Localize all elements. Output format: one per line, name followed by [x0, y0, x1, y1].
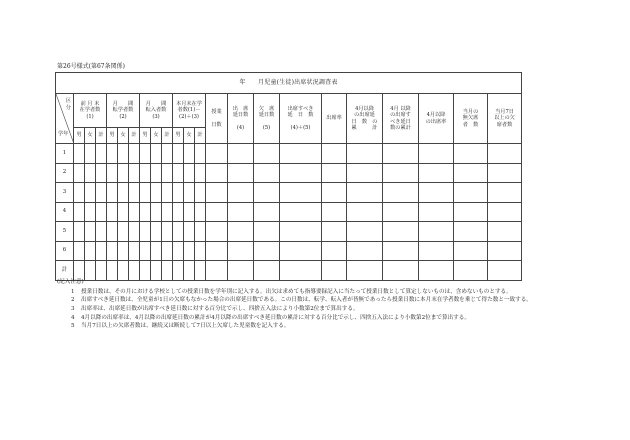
entry-cell[interactable]: [488, 241, 522, 261]
entry-cell[interactable]: [118, 202, 129, 222]
entry-cell[interactable]: [129, 183, 140, 203]
entry-cell[interactable]: [322, 163, 347, 183]
subheader-total: 計: [195, 128, 206, 144]
entry-cell[interactable]: [74, 144, 85, 164]
header-prev-month-enrollment: 前 月 末 在学者数 (1): [74, 94, 107, 128]
header-7day-absence-count: 当月7日 以上の欠 席者数: [488, 94, 522, 144]
entry-cell[interactable]: [96, 241, 107, 261]
note-item: [57, 305, 587, 314]
entry-cell[interactable]: [118, 183, 129, 203]
header-transfer-in: 月 間 転入者数 (3): [140, 94, 173, 128]
entry-cell[interactable]: [129, 241, 140, 261]
entry-cell[interactable]: [107, 144, 118, 164]
table-row: [56, 163, 522, 183]
entry-cell[interactable]: [140, 163, 151, 183]
entry-cell[interactable]: [280, 222, 322, 242]
entry-cell[interactable]: [85, 241, 96, 261]
entry-cell[interactable]: [96, 183, 107, 203]
entry-cell[interactable]: [74, 183, 85, 203]
entry-cell[interactable]: [140, 144, 151, 164]
entry-cell[interactable]: [96, 202, 107, 222]
entry-cell[interactable]: [322, 202, 347, 222]
entry-cell[interactable]: [383, 222, 419, 242]
entry-cell[interactable]: [74, 241, 85, 261]
entry-cell[interactable]: [206, 144, 228, 164]
entry-cell[interactable]: [383, 144, 419, 164]
header-cumulative-rate: 4月以降 の出席率: [419, 94, 454, 144]
kubun-header: [56, 94, 74, 144]
entry-cell[interactable]: [107, 241, 118, 261]
form-title: 年 月児童(生徒)出席状況調査表: [56, 73, 522, 94]
table-row: [56, 144, 522, 164]
entry-cell[interactable]: [151, 241, 162, 261]
entry-cell[interactable]: [173, 241, 184, 261]
entry-cell[interactable]: [96, 163, 107, 183]
entry-cell[interactable]: [74, 222, 85, 242]
entry-cell[interactable]: [184, 163, 195, 183]
entry-cell[interactable]: [118, 163, 129, 183]
notes-heading: (記入注意): [57, 279, 84, 285]
entry-cell[interactable]: [173, 202, 184, 222]
entry-cell[interactable]: [254, 241, 280, 261]
entry-cell[interactable]: [162, 163, 173, 183]
entry-cell[interactable]: [488, 202, 522, 222]
entry-cell[interactable]: [419, 222, 454, 242]
header-attendance-days: 出 席 延日数 (4): [228, 94, 254, 144]
table-row: [56, 241, 522, 261]
entry-cell[interactable]: [184, 183, 195, 203]
note-text: 当月7日以上の欠席者数は、継続又は断続して7日以上欠席した児童数を記入する。: [81, 323, 290, 330]
note-number: 3: [71, 305, 75, 312]
note-text: 出席すべき延日数は、全児童が1日の欠席もなかった場合の出席延日数である。この日数は、転学、転入者が皆無であったら授業日数に本月末在学者数を乗じて得た数と一致する。: [81, 297, 532, 304]
entry-cell[interactable]: [322, 222, 347, 242]
entry-cell[interactable]: [383, 183, 419, 203]
entry-cell[interactable]: [96, 222, 107, 242]
entry-cell[interactable]: [151, 163, 162, 183]
row-label: 5: [56, 222, 74, 242]
entry-cell[interactable]: [454, 163, 488, 183]
subheader-total: 計: [129, 128, 140, 144]
entry-cell[interactable]: [206, 163, 228, 183]
entry-cell[interactable]: [280, 241, 322, 261]
entry-cell[interactable]: [322, 144, 347, 164]
entry-cell[interactable]: [162, 144, 173, 164]
row-label: 2: [56, 163, 74, 183]
entry-cell[interactable]: [254, 183, 280, 203]
entry-cell[interactable]: [254, 144, 280, 164]
entry-cell[interactable]: [347, 144, 383, 164]
entry-cell[interactable]: [206, 222, 228, 242]
subheader-male: 男: [107, 128, 118, 144]
note-text: 4月以降の出席率は、4月以降の出席延日数の累計が4月以降の出席すべき延日数の累計に対する百分比で示し、四捨五入法により小数第2位まで算出する。: [81, 314, 470, 321]
entry-cell[interactable]: [85, 183, 96, 203]
entry-cell[interactable]: [254, 202, 280, 222]
entry-cell[interactable]: [347, 202, 383, 222]
entry-cell[interactable]: [280, 183, 322, 203]
entry-cell[interactable]: [151, 222, 162, 242]
notes-section: [57, 278, 587, 331]
entry-cell[interactable]: [206, 183, 228, 203]
row-label: 3: [56, 183, 74, 203]
entry-cell[interactable]: [454, 144, 488, 164]
entry-cell[interactable]: [151, 183, 162, 203]
entry-cell[interactable]: [280, 163, 322, 183]
subheader-male: 男: [74, 128, 85, 144]
entry-cell[interactable]: [184, 241, 195, 261]
entry-cell[interactable]: [419, 183, 454, 203]
entry-cell[interactable]: [454, 202, 488, 222]
entry-cell[interactable]: [74, 202, 85, 222]
note-item: [57, 322, 587, 331]
entry-cell[interactable]: [488, 163, 522, 183]
subheader-female: 女: [118, 128, 129, 144]
entry-cell[interactable]: [74, 163, 85, 183]
entry-cell[interactable]: [151, 144, 162, 164]
entry-cell[interactable]: [107, 202, 118, 222]
entry-cell[interactable]: [488, 144, 522, 164]
entry-cell[interactable]: [151, 202, 162, 222]
entry-cell[interactable]: [85, 222, 96, 242]
grade-label: 学年: [58, 130, 69, 137]
entry-cell[interactable]: [195, 183, 206, 203]
row-label: 4: [56, 202, 74, 222]
note-text: 出席率は、出席延日数が出席すべき延日数に対する百分比で示し、四捨五入法により小数第2位まで算出する。: [81, 305, 359, 312]
entry-cell[interactable]: [129, 163, 140, 183]
entry-cell[interactable]: [107, 163, 118, 183]
entry-cell[interactable]: [162, 222, 173, 242]
entry-cell[interactable]: [322, 183, 347, 203]
entry-cell[interactable]: [322, 241, 347, 261]
table-row: [56, 183, 522, 203]
entry-cell[interactable]: [228, 241, 254, 261]
entry-cell[interactable]: [195, 241, 206, 261]
entry-cell[interactable]: [195, 144, 206, 164]
entry-cell[interactable]: [85, 163, 96, 183]
note-number: 2: [71, 297, 75, 304]
form-caption: 第26号様式(第67条関係): [57, 63, 125, 70]
entry-cell[interactable]: [254, 222, 280, 242]
entry-cell[interactable]: [85, 202, 96, 222]
header-cumulative-required: 4月 以降 の出席す べき延日 数の累計: [383, 94, 419, 144]
subheader-total: 計: [162, 128, 173, 144]
note-number: 1: [71, 288, 75, 295]
header-no-absence-count: 当月の 無欠席 者 数: [454, 94, 488, 144]
entry-cell[interactable]: [162, 183, 173, 203]
entry-cell[interactable]: [162, 241, 173, 261]
entry-cell[interactable]: [162, 202, 173, 222]
entry-cell[interactable]: [488, 222, 522, 242]
entry-cell[interactable]: [254, 163, 280, 183]
subheader-total: 計: [96, 128, 107, 144]
entry-cell[interactable]: [454, 241, 488, 261]
entry-cell[interactable]: [347, 183, 383, 203]
entry-cell[interactable]: [195, 163, 206, 183]
entry-cell[interactable]: [173, 222, 184, 242]
entry-cell[interactable]: [383, 241, 419, 261]
note-number: 5: [71, 323, 75, 330]
entry-cell[interactable]: [173, 163, 184, 183]
subheader-female: 女: [184, 128, 195, 144]
header-cumulative-attendance: 4月以降 の出席延 日 数 の 累 計: [347, 94, 383, 144]
entry-cell[interactable]: [419, 202, 454, 222]
note-item: [57, 288, 587, 297]
entry-cell[interactable]: [140, 241, 151, 261]
entry-cell[interactable]: [85, 144, 96, 164]
entry-cell[interactable]: [347, 241, 383, 261]
entry-cell[interactable]: [347, 163, 383, 183]
entry-cell[interactable]: [280, 202, 322, 222]
row-label: 1: [56, 144, 74, 164]
subheader-male: 男: [173, 128, 184, 144]
entry-cell[interactable]: [140, 183, 151, 203]
header-required-days: 出席すべき 延 日 数 (4)＋(5): [280, 94, 322, 144]
entry-cell[interactable]: [129, 144, 140, 164]
header-class-days: 授業 日数: [206, 94, 228, 144]
entry-cell[interactable]: [419, 163, 454, 183]
entry-cell[interactable]: [419, 144, 454, 164]
subheader-female: 女: [85, 128, 96, 144]
entry-cell[interactable]: [173, 144, 184, 164]
entry-cell[interactable]: [206, 202, 228, 222]
subheader-female: 女: [151, 128, 162, 144]
table-row: [56, 222, 522, 242]
entry-cell[interactable]: [228, 222, 254, 242]
entry-cell[interactable]: [228, 144, 254, 164]
entry-cell[interactable]: [107, 183, 118, 203]
entry-cell[interactable]: [140, 222, 151, 242]
note-number: 4: [71, 314, 75, 321]
entry-cell[interactable]: [454, 222, 488, 242]
header-month-end-enrollment: 本月末在学 者数(1)－ (2)＋(3): [173, 94, 206, 128]
entry-cell[interactable]: [129, 222, 140, 242]
entry-cell[interactable]: [383, 163, 419, 183]
entry-cell[interactable]: [118, 144, 129, 164]
entry-cell[interactable]: [195, 222, 206, 242]
entry-cell[interactable]: [383, 202, 419, 222]
entry-cell[interactable]: [195, 202, 206, 222]
entry-cell[interactable]: [228, 183, 254, 203]
entry-cell[interactable]: [96, 144, 107, 164]
note-text: 授業日数は、その月における学校としての授業日数を学年別に記入する。出欠は求めても指導要録記入に当たって授業日数として算定しないものは、含めないものとする。: [81, 288, 512, 295]
entry-cell[interactable]: [228, 202, 254, 222]
entry-cell[interactable]: [454, 183, 488, 203]
row-label: 計: [56, 261, 74, 281]
attendance-form-table: [55, 72, 522, 281]
header-attendance-rate: 出席率: [322, 94, 347, 144]
entry-cell[interactable]: [107, 222, 118, 242]
entry-cell[interactable]: [184, 222, 195, 242]
entry-cell[interactable]: [129, 202, 140, 222]
entry-cell[interactable]: [184, 202, 195, 222]
note-item: [57, 314, 587, 323]
entry-cell[interactable]: [347, 222, 383, 242]
entry-cell[interactable]: [488, 183, 522, 203]
subheader-male: 男: [140, 128, 151, 144]
row-label: 6: [56, 241, 74, 261]
note-item: [57, 296, 587, 305]
header-transfer-out: 月 間 転学者数 (2): [107, 94, 140, 128]
entry-cell[interactable]: [140, 202, 151, 222]
entry-cell[interactable]: [419, 241, 454, 261]
kubun-label: 区 分: [65, 98, 71, 111]
entry-cell[interactable]: [280, 144, 322, 164]
entry-cell[interactable]: [118, 241, 129, 261]
header-absence-days: 欠 席 延日数 (5): [254, 94, 280, 144]
entry-cell[interactable]: [184, 144, 195, 164]
entry-cell[interactable]: [206, 241, 228, 261]
table-row: [56, 202, 522, 222]
entry-cell[interactable]: [173, 183, 184, 203]
entry-cell[interactable]: [228, 163, 254, 183]
entry-cell[interactable]: [118, 222, 129, 242]
